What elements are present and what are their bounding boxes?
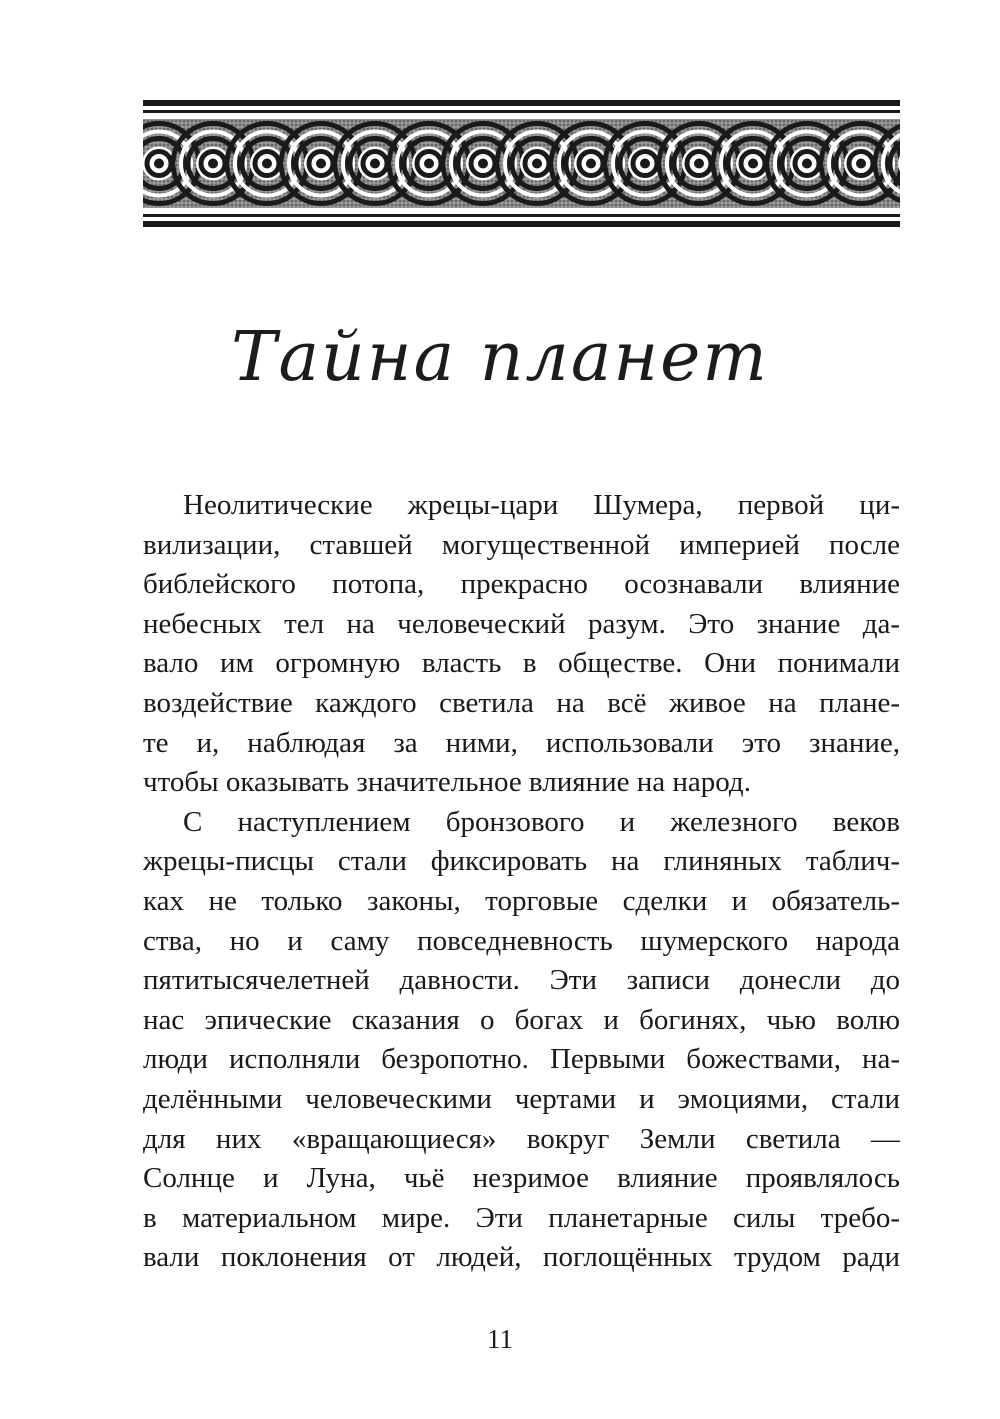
chapter-title: Тайна планет: [231, 318, 769, 397]
text-line: вали поклонения от людей, поглощённых трудом ради: [143, 1241, 900, 1274]
text-line: в материальном мире. Эти планетарные силы требо-: [143, 1201, 900, 1234]
text-line: небесных тел на человеческий разум. Это знание да-: [143, 607, 900, 640]
text-line: пятитысячелетней давности. Эти записи донесли до: [143, 964, 900, 997]
body-text: [143, 486, 900, 1278]
text-line: ства, но и саму повседневность шумерского народа: [143, 924, 900, 957]
text-line: вилизации, ставшей могущественной империей после: [143, 528, 900, 561]
text-line: воздействие каждого светила на всё живое на плане-: [143, 686, 900, 719]
text-line: нас эпические сказания о богах и богинях, чью волю: [143, 1003, 900, 1036]
text-line: ках не только законы, торговые сделки и обязатель-: [143, 884, 900, 917]
text-line: Солнце и Луна, чьё незримое влияние проявлялось: [143, 1162, 900, 1195]
text-line: те и, наблюдая за ними, использовали это знание,: [143, 726, 900, 759]
text-line: чтобы оказывать значительное влияние на народ.: [143, 766, 751, 799]
text-line: С наступлением бронзового и железного веков: [183, 805, 900, 838]
text-line: Неолитические жрецы-цари Шумера, первой ци-: [183, 489, 900, 521]
text-line: жрецы-писцы стали фиксировать на глиняных таблич-: [143, 845, 900, 878]
text-line: делёнными человеческими чертами и эмоциями, стали: [143, 1082, 900, 1115]
text-line: для них «вращающиеся» вокруг Земли светила —: [143, 1122, 900, 1155]
page-number: 11: [487, 1324, 513, 1354]
text-line: библейского потопа, прекрасно осознавали влияние: [143, 568, 900, 601]
text-line: вало им огромную власть в обществе. Они понимали: [143, 647, 900, 680]
ornamental-border-icon: [143, 100, 900, 227]
text-line: люди исполняли безропотно. Первыми божествами, на-: [143, 1043, 900, 1076]
